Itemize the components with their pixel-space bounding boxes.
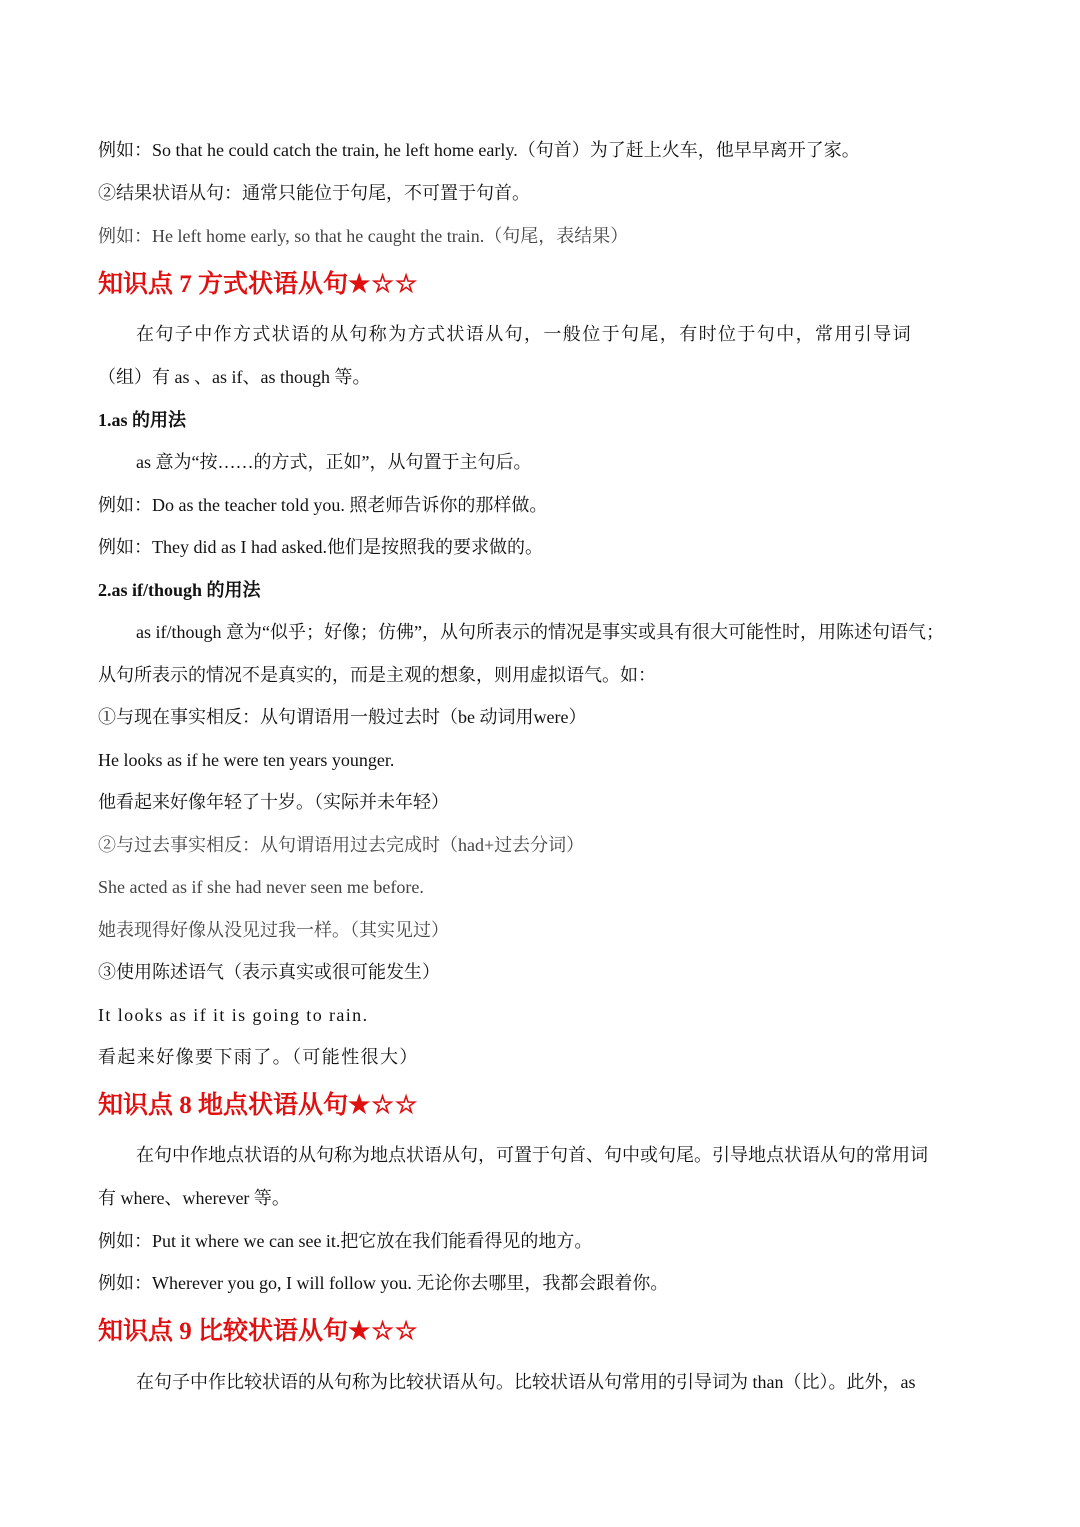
translation-line: 看起来好像要下雨了。（可能性很大） [98,1047,419,1067]
example-line: 例如：Do as the teacher told you. 照老师告诉你的那样做。 [98,495,548,515]
example-line: She acted as if she had never seen me before. [98,877,424,897]
rule-line: ②结果状语从句：通常只能位于句尾，不可置于句首。 [98,183,530,203]
rule-line: ②与过去事实相反：从句谓语用过去完成时（had+过去分词） [98,835,585,855]
paragraph-line: 在句子中作比较状语的从句称为比较状语从句。比较状语从句常用的引导词为 than（比）。此外，as [136,1372,916,1392]
paragraph-line: 从句所表示的情况不是真实的，而是主观的想象，则用虚拟语气。如： [98,665,656,685]
section-heading-8 [98,1090,418,1122]
translation-line: 她表现得好像从没见过我一样。（其实见过） [98,920,449,940]
subheading: 1.as 的用法 [98,410,187,430]
heading-text: 知识点 8 地点状语从句 [98,1092,349,1119]
section-heading-7 [98,269,418,301]
heading-text: 知识点 9 比较状语从句 [98,1318,349,1345]
paragraph-line: 在句子中作方式状语的从句称为方式状语从句，一般位于句尾，有时位于句中，常用引导词 [136,324,912,344]
paragraph-line: as 意为“按……的方式，正如”，从句置于主句后。 [136,452,532,472]
translation-line: 他看起来好像年轻了十岁。（实际并未年轻） [98,792,449,812]
star-rating-icon: ★☆☆ [348,1318,419,1345]
example-line: 例如：They did as I had asked.他们是按照我的要求做的。 [98,537,543,557]
rule-line: ③使用陈述语气（表示真实或很可能发生） [98,962,440,982]
example-line: 例如：He left home early, so that he caught the train.（句尾，表结果） [98,226,629,246]
paragraph-line: 有 where、wherever 等。 [98,1188,290,1208]
paragraph-line: as if/though 意为“似乎；好像；仿佛”，从句所表示的情况是事实或具有很大可能性时，用陈述句语气； [136,622,944,642]
example-line: It looks as if it is going to rain. [98,1005,369,1025]
star-rating-icon: ★☆☆ [348,1092,419,1119]
example-line: 例如：Put it where we can see it.把它放在我们能看得见的地方。 [98,1231,593,1251]
paragraph-line: （组）有 as 、as if、as though 等。 [98,367,371,387]
example-line: 例如：Wherever you go, I will follow you. 无论你去哪里，我都会跟着你。 [98,1273,669,1293]
section-heading-9 [98,1316,418,1348]
example-line: 例如：So that he could catch the train, he left home early.（句首）为了赶上火车，他早早离开了家。 [98,140,860,160]
rule-line: ①与现在事实相反：从句谓语用一般过去时（be 动词用were） [98,707,587,727]
star-rating-icon: ★☆☆ [348,271,419,298]
heading-text: 知识点 7 方式状语从句 [98,271,349,298]
paragraph-line: 在句中作地点状语的从句称为地点状语从句，可置于句首、句中或句尾。引导地点状语从句的常用词 [136,1145,928,1165]
subheading: 2.as if/though 的用法 [98,580,261,600]
example-line: He looks as if he were ten years younger. [98,750,395,770]
